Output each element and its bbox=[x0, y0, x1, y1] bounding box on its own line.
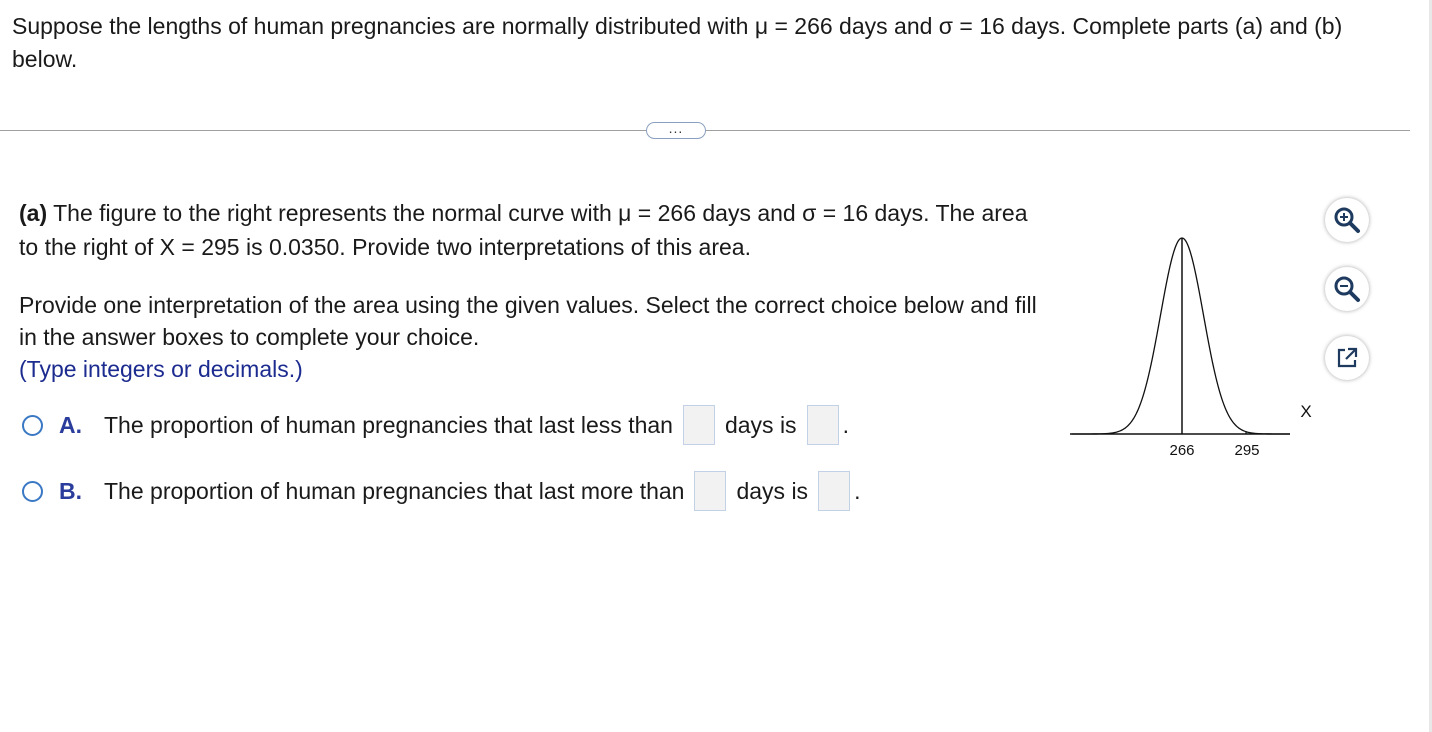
zoom-out-button[interactable] bbox=[1325, 267, 1369, 311]
choice-b-days-input[interactable] bbox=[694, 471, 726, 511]
normal-curve-figure bbox=[1060, 225, 1320, 475]
choice-b-letter: B. bbox=[59, 477, 82, 504]
instruction-text: Provide one interpretation of the area using the given values. Select the correct choice below and fill in the answer boxes to complete your choice. bbox=[19, 292, 1037, 350]
choice-b-text-before: The proportion of human pregnancies that last more than bbox=[104, 477, 685, 504]
x-tick-label: 295 bbox=[1234, 442, 1260, 459]
zoom-out-icon bbox=[1332, 274, 1362, 304]
part-a-text bbox=[19, 196, 1049, 264]
popout-icon bbox=[1333, 344, 1361, 372]
choice-a-radio[interactable] bbox=[22, 415, 43, 436]
normal-curve-line bbox=[1072, 238, 1290, 434]
mean-tick-label: 266 bbox=[1169, 442, 1195, 459]
hint-text: (Type integers or decimals.) bbox=[19, 356, 303, 382]
choice-a-text-middle: days is bbox=[724, 411, 797, 438]
question-text: Suppose the lengths of human pregnancies are normally distributed with μ = 266 days and σ = 16 days. Complete parts (a) and (b) below. bbox=[12, 13, 1343, 72]
expand-button[interactable]: ... bbox=[646, 122, 706, 139]
choice-a-letter: A. bbox=[59, 411, 82, 438]
choice-b-text-middle: days is bbox=[736, 477, 809, 504]
popout-button[interactable] bbox=[1325, 336, 1369, 380]
choice-b-text-after: . bbox=[854, 477, 861, 504]
choice-a-text-before: The proportion of human pregnancies that last less than bbox=[104, 411, 673, 438]
choice-b-proportion-input[interactable] bbox=[818, 471, 850, 511]
part-a-body: The figure to the right represents the normal curve with μ = 266 days and σ = 16 days. The area to the right of X = 295 is 0.0350. Provide two interpretations of this area. bbox=[19, 200, 1028, 260]
choice-a[interactable] bbox=[22, 405, 849, 445]
choice-b-radio[interactable] bbox=[22, 481, 43, 502]
choice-b[interactable] bbox=[22, 471, 860, 511]
zoom-in-icon bbox=[1332, 205, 1362, 235]
normal-curve-svg bbox=[1060, 225, 1320, 475]
part-a-label: (a) bbox=[19, 200, 48, 226]
axis-label: X bbox=[1300, 402, 1312, 421]
zoom-in-button[interactable] bbox=[1325, 198, 1369, 242]
choice-a-proportion-input[interactable] bbox=[807, 405, 839, 445]
choice-a-days-input[interactable] bbox=[683, 405, 715, 445]
choice-a-text-after: . bbox=[842, 411, 849, 438]
